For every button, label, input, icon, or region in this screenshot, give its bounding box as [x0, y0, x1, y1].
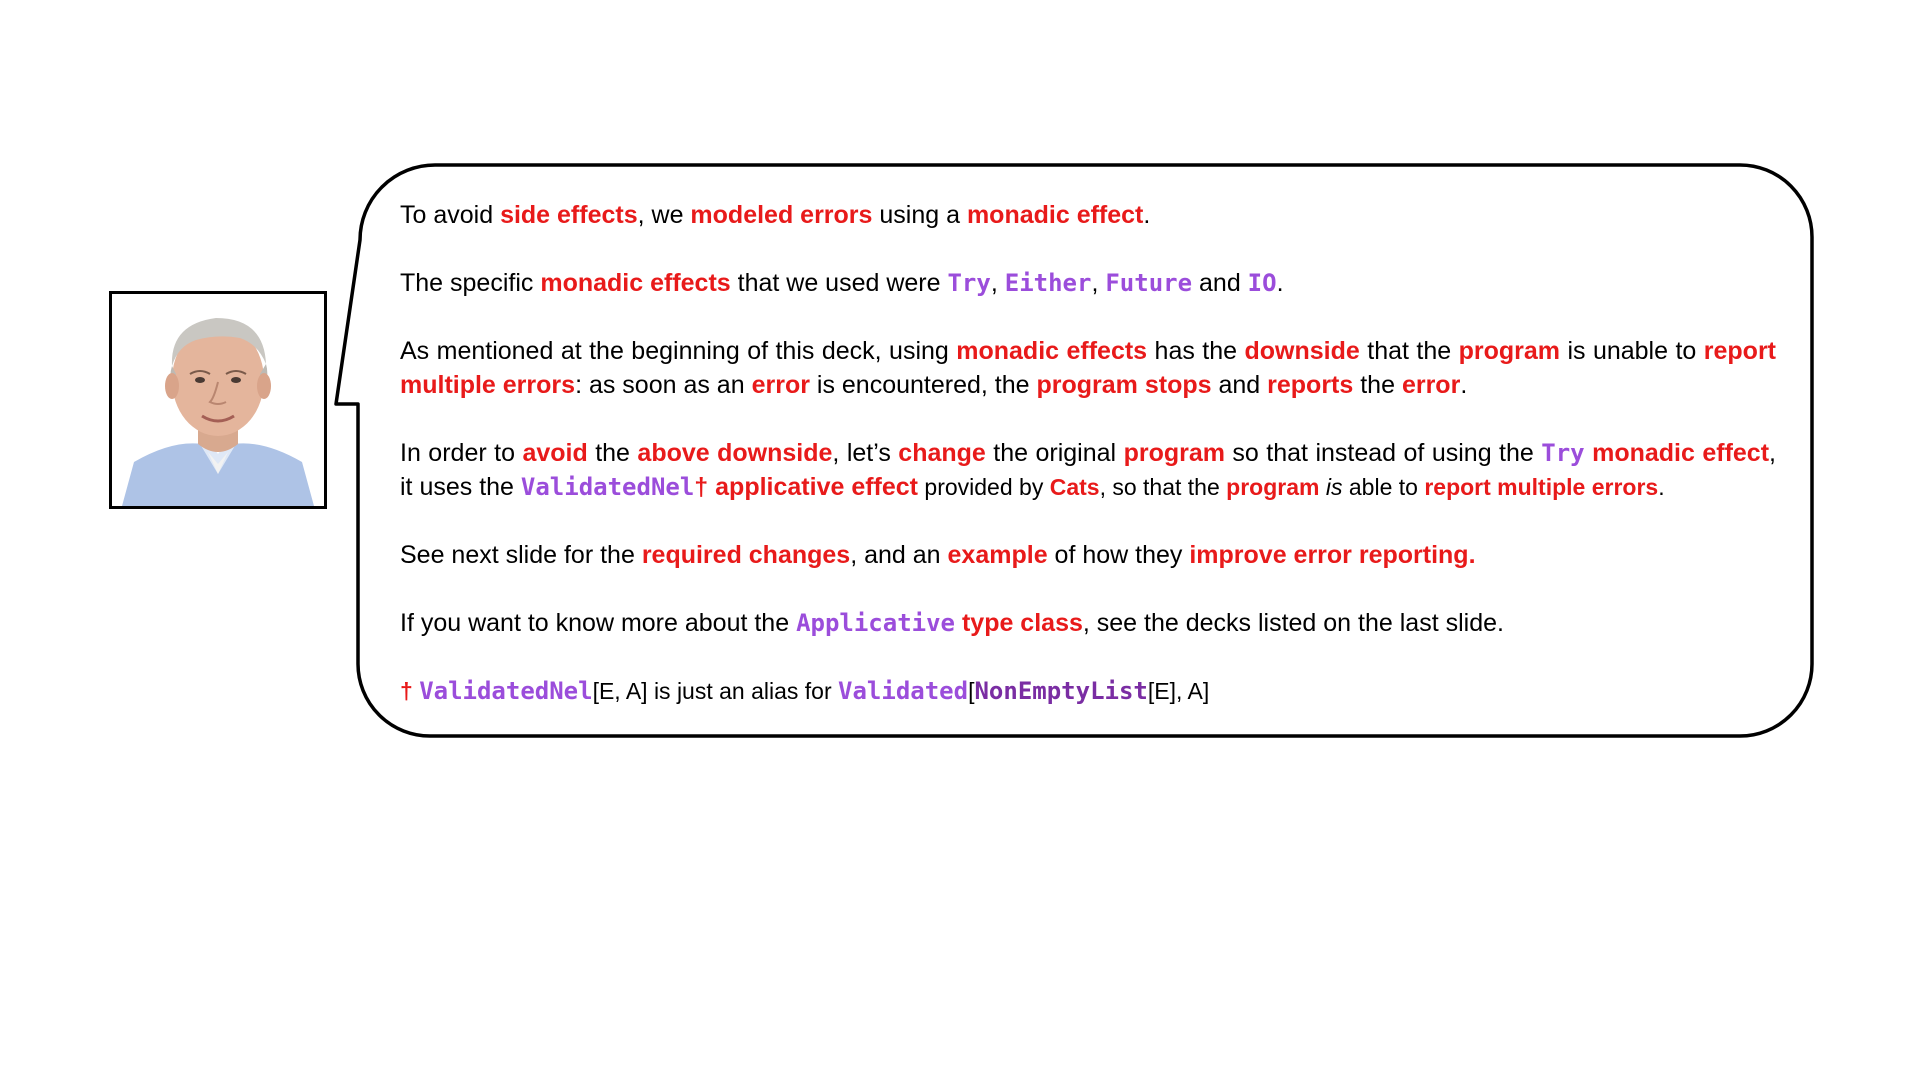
text: provided by: [918, 474, 1050, 500]
text: using a: [872, 201, 967, 229]
footnote: [400, 674, 1776, 708]
person-photo-icon: [112, 294, 324, 506]
text: .: [1143, 201, 1151, 229]
emphasis: required changes: [641, 541, 851, 569]
emphasis: program stops: [1036, 371, 1212, 399]
text: that we used were: [730, 269, 948, 297]
text: .: [1658, 474, 1665, 500]
paragraph-1: [400, 198, 1776, 232]
text: is encountered, the: [809, 371, 1037, 399]
emphasis: applicative effect: [708, 473, 919, 501]
text: the: [587, 439, 638, 467]
text: , see the decks listed on the last slide.: [1082, 609, 1504, 637]
footnote-marker: †: [694, 473, 709, 501]
text: To avoid: [400, 201, 501, 229]
code-term: IO: [1247, 269, 1277, 297]
emphasis: program: [1226, 474, 1320, 500]
code-term: ValidatedNel: [419, 677, 593, 705]
code-term: Either: [1004, 269, 1092, 297]
emphasis: monadic effect: [966, 201, 1144, 229]
footnote-marker: †: [400, 678, 413, 704]
emphasis: type class: [955, 609, 1083, 637]
paragraph-2: [400, 266, 1776, 300]
emphasis: error: [751, 371, 810, 399]
emphasis: side effects: [500, 201, 638, 229]
paragraph-6: [400, 606, 1776, 640]
speaker-portrait: [109, 291, 327, 509]
code-term: NonEmptyList: [974, 677, 1148, 705]
emphasis: program: [1123, 439, 1225, 467]
code-term: Applicative: [796, 609, 956, 637]
text: and: [1211, 371, 1268, 399]
text: If you want to know more about the: [400, 609, 797, 637]
paragraph-3: [400, 334, 1776, 402]
text: , so that the: [1099, 474, 1227, 500]
text: The specific: [400, 269, 541, 297]
text: : as soon as an: [575, 371, 752, 399]
paragraph-5: [400, 538, 1776, 572]
text: has the: [1147, 337, 1245, 365]
text: , let’s: [832, 439, 899, 467]
code-term: Validated: [838, 677, 969, 705]
paragraph-4: [400, 436, 1776, 504]
emphasis: report multiple errors: [400, 337, 1776, 399]
emphasis: monadic effects: [540, 269, 731, 297]
text: that the: [1359, 337, 1459, 365]
code-term: Try: [947, 269, 991, 297]
text: .: [1460, 371, 1468, 399]
emphasis: Cats: [1049, 474, 1100, 500]
text: is unable to: [1560, 337, 1704, 365]
code-term: Try: [1541, 439, 1585, 467]
text: [E, A] is just an alias for: [592, 678, 839, 704]
emphasis: modeled errors: [690, 201, 873, 229]
text: See next slide for the: [400, 541, 642, 569]
text: ,: [1091, 269, 1106, 297]
text: In order to: [400, 439, 523, 467]
text: , and an: [850, 541, 948, 569]
emphasis: above downside: [637, 439, 833, 467]
text: the: [1353, 371, 1402, 399]
text: ,: [990, 269, 1005, 297]
emphasis: reports: [1267, 371, 1354, 399]
emphasis: avoid: [522, 439, 588, 467]
bubble-text: [400, 198, 1776, 708]
text: the original: [985, 439, 1124, 467]
emphasis: program: [1458, 337, 1560, 365]
text: able to: [1342, 474, 1425, 500]
text: and: [1192, 269, 1248, 297]
emphasis: error: [1401, 371, 1461, 399]
emphasis: improve error reporting.: [1189, 541, 1476, 569]
text: As mentioned at the beginning of this deck, using: [400, 337, 957, 365]
emphasis: report multiple errors: [1424, 474, 1659, 500]
text: .: [1276, 269, 1284, 297]
emphasis: monadic effect: [1584, 439, 1770, 467]
emphasis: example: [947, 541, 1048, 569]
code-term: ValidatedNel: [520, 473, 695, 501]
text: so that instead of using the: [1224, 439, 1542, 467]
text: [E], A]: [1147, 678, 1210, 704]
italic-text: is: [1325, 474, 1343, 500]
text: of how they: [1047, 541, 1190, 569]
text: [: [968, 678, 975, 704]
emphasis: downside: [1244, 337, 1360, 365]
emphasis: change: [898, 439, 986, 467]
text: , we: [637, 201, 691, 229]
code-term: Future: [1105, 269, 1193, 297]
emphasis: monadic effects: [956, 337, 1148, 365]
text: , it uses the: [400, 439, 1776, 501]
